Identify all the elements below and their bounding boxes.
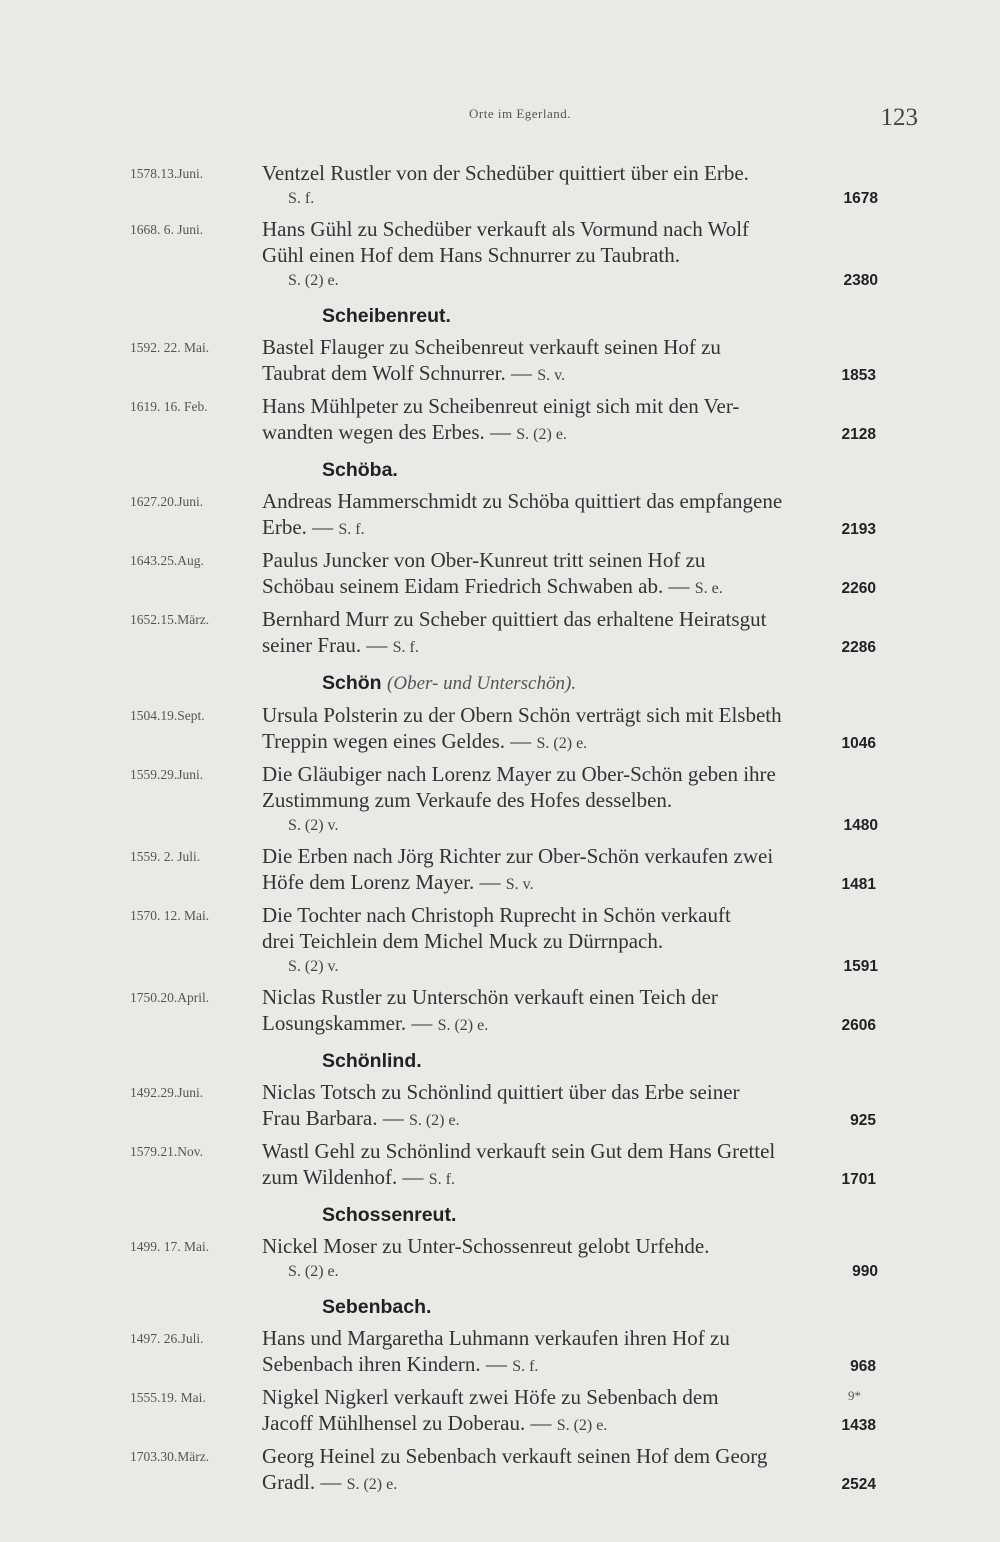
entry-ref-line bbox=[288, 954, 878, 980]
entry-number: 925 bbox=[850, 1112, 876, 1129]
entry-text-end: zum Wildenhof. — bbox=[262, 1165, 429, 1189]
entry-ref: S. (2) e. bbox=[516, 426, 567, 443]
entry-text-end: Höfe dem Lorenz Mayer. — bbox=[262, 870, 506, 894]
entry-text-line: Georg Heinel zu Sebenbach verkauft seinen Hof dem Georg bbox=[262, 1444, 768, 1468]
entry-date: 1592. 22. Mai. bbox=[130, 340, 210, 355]
entry-date: 1579.21.Nov. bbox=[130, 1144, 203, 1159]
running-title: Orte im Egerland. bbox=[469, 106, 571, 121]
entry-date: 1499. 17. Mai. bbox=[130, 1239, 210, 1254]
entry-text-end: seiner Frau. — bbox=[262, 633, 393, 657]
entry-text-line: drei Teichlein dem Michel Muck zu Dürrnpach. bbox=[262, 929, 664, 953]
entry-text-tail bbox=[262, 1351, 538, 1380]
entry-text-line: Hans Gühl zu Schedüber verkauft als Vormund nach Wolf bbox=[262, 217, 750, 241]
entry-text-line: Gühl einen Hof dem Hans Schnurrer zu Taubrath. bbox=[262, 243, 681, 267]
entry-last-line bbox=[262, 632, 876, 661]
entry-number: 968 bbox=[850, 1358, 876, 1375]
entry-number: 1678 bbox=[843, 190, 878, 207]
entry-number: 990 bbox=[852, 1263, 878, 1280]
entry-text-end: Taubrat dem Wolf Schnurrer. — bbox=[262, 361, 538, 385]
entry-text-end: Gradl. — bbox=[262, 1470, 347, 1494]
entry-number: 1701 bbox=[841, 1171, 876, 1188]
entry-last-line bbox=[262, 1410, 876, 1439]
entry-text-tail bbox=[262, 419, 567, 448]
entry-date: 1750.20.April. bbox=[130, 990, 210, 1005]
entry-date: 1497. 26.Juli. bbox=[130, 1331, 204, 1346]
entry-date: 1559. 2. Juli. bbox=[130, 849, 201, 864]
entry-text-end: Schöbau seinem Eidam Friedrich Schwaben ab. — bbox=[262, 574, 695, 598]
register-entry bbox=[0, 761, 1000, 839]
entry-ref: S. (2) e. bbox=[346, 1476, 398, 1493]
entry-text-tail bbox=[262, 869, 534, 898]
register-entry bbox=[0, 606, 1000, 661]
register-entry bbox=[0, 1233, 1000, 1285]
place-name: Schossenreut. bbox=[322, 1204, 457, 1226]
register-content bbox=[0, 160, 1000, 1502]
entry-text-tail bbox=[262, 1469, 397, 1498]
entry-text-tail bbox=[262, 514, 365, 543]
entry-ref: S. f. bbox=[338, 521, 365, 538]
entry-text-tail bbox=[262, 573, 723, 602]
entry-last-line bbox=[262, 1469, 876, 1498]
register-entry bbox=[0, 1325, 1000, 1380]
entry-number: 2286 bbox=[841, 639, 876, 656]
entry-date: 1559.29.Juni. bbox=[130, 767, 204, 782]
entry-date: 1643.25.Aug. bbox=[130, 553, 204, 568]
entry-text-line: Paulus Juncker von Ober-Kunreut tritt seinen Hof zu bbox=[262, 548, 706, 572]
entry-text-line: Nigkel Nigkerl verkauft zwei Höfe zu Sebenbach dem bbox=[262, 1385, 719, 1409]
entry-date: 1492.29.Juni. bbox=[130, 1085, 204, 1100]
place-name: Sebenbach. bbox=[322, 1296, 432, 1318]
entry-text-tail bbox=[262, 1164, 455, 1193]
entry-ref-line bbox=[288, 186, 878, 212]
entry-text-line: Ventzel Rustler von der Schedüber quittiert über ein Erbe. bbox=[262, 161, 749, 185]
entry-ref: S. (2) e. bbox=[288, 1263, 339, 1280]
entry-text-line: Hans Mühlpeter zu Scheibenreut einigt sich mit den Ver- bbox=[262, 394, 740, 418]
entry-text-tail bbox=[262, 1105, 460, 1134]
entry-ref: S. v. bbox=[537, 367, 566, 384]
entry-text-line: Bastel Flauger zu Scheibenreut verkauft seinen Hof zu bbox=[262, 335, 721, 359]
entry-date: 1703.30.März. bbox=[130, 1449, 210, 1464]
place-name: Schön bbox=[322, 672, 382, 694]
entry-number: 2606 bbox=[841, 1017, 876, 1034]
entry-ref: S. e. bbox=[694, 580, 723, 597]
entry-ref: S. (2) v. bbox=[288, 817, 339, 834]
entry-date: 1578.13.Juni. bbox=[130, 166, 204, 181]
entry-date: 1555.19. Mai. bbox=[130, 1390, 206, 1405]
entry-ref-line bbox=[288, 268, 878, 294]
entry-text-end: Losungskammer. — bbox=[262, 1011, 438, 1035]
place-name: Scheibenreut. bbox=[322, 305, 451, 327]
register-entry bbox=[0, 843, 1000, 898]
entry-date: 1619. 16. Feb. bbox=[130, 399, 208, 414]
place-heading bbox=[322, 671, 1000, 696]
entry-ref: S. v. bbox=[505, 876, 534, 893]
entry-text-end: wandten wegen des Erbes. — bbox=[262, 420, 517, 444]
place-subtitle: (Ober- und Unterschön). bbox=[387, 673, 577, 694]
entry-number: 1438 bbox=[841, 1417, 876, 1434]
entry-date: 1652.15.März. bbox=[130, 612, 210, 627]
entry-text-tail bbox=[262, 632, 419, 661]
entry-text-end: Jacoff Mühlhensel zu Doberau. — bbox=[262, 1411, 557, 1435]
entry-number: 2260 bbox=[841, 580, 876, 597]
place-heading bbox=[322, 1295, 1000, 1319]
entry-ref: S. f. bbox=[288, 190, 315, 207]
entry-ref: S. (2) e. bbox=[437, 1017, 489, 1034]
place-heading bbox=[322, 304, 1000, 328]
place-name: Schöba. bbox=[322, 459, 398, 481]
entry-gap bbox=[0, 1285, 1000, 1289]
entry-text-line: Zustimmung zum Verkaufe des Hofes desselben. bbox=[262, 788, 673, 812]
register-entry bbox=[0, 160, 1000, 212]
entry-ref: S. (2) e. bbox=[536, 735, 588, 752]
entry-text-line: Niclas Totsch zu Schönlind quittiert über das Erbe seiner bbox=[262, 1080, 740, 1104]
entry-text-tail bbox=[262, 360, 565, 389]
entry-last-line bbox=[262, 514, 876, 543]
entry-number: 1591 bbox=[843, 958, 878, 975]
register-entry bbox=[0, 393, 1000, 448]
place-name: Schönlind. bbox=[322, 1050, 422, 1072]
entry-number: 2380 bbox=[843, 272, 878, 289]
entry-text-line: Die Tochter nach Christoph Ruprecht in Schön verkauft bbox=[262, 903, 731, 927]
entry-text-line: Niclas Rustler zu Unterschön verkauft einen Teich der bbox=[262, 985, 718, 1009]
entry-ref: S. f. bbox=[512, 1358, 539, 1375]
entry-number: 2128 bbox=[841, 426, 876, 443]
entry-last-line bbox=[262, 360, 876, 389]
place-heading bbox=[322, 1203, 1000, 1227]
entry-ref-line bbox=[288, 813, 878, 839]
entry-text-line: Die Gläubiger nach Lorenz Mayer zu Ober-Schön geben ihre bbox=[262, 762, 776, 786]
place-heading bbox=[322, 458, 1000, 482]
register-entry bbox=[0, 216, 1000, 294]
register-entry bbox=[0, 984, 1000, 1039]
entry-last-line bbox=[262, 1164, 876, 1193]
entry-last-line bbox=[262, 869, 876, 898]
signature-mark: 9* bbox=[848, 1388, 861, 1403]
register-entry bbox=[0, 902, 1000, 980]
entry-text-line: Andreas Hammerschmidt zu Schöba quittiert das empfangene bbox=[262, 489, 783, 513]
entry-ref: S. (2) e. bbox=[556, 1417, 608, 1434]
entry-number: 2193 bbox=[841, 521, 876, 538]
entry-text-line: Ursula Polsterin zu der Obern Schön verträgt sich mit Elsbeth bbox=[262, 703, 782, 727]
entry-number: 1046 bbox=[841, 735, 876, 752]
register-entry bbox=[0, 334, 1000, 389]
entry-text-line: Wastl Gehl zu Schönlind verkauft sein Gut dem Hans Grettel bbox=[262, 1139, 776, 1163]
register-entry bbox=[0, 1443, 1000, 1498]
page-number: 123 bbox=[880, 104, 918, 131]
entry-date: 1504.19.Sept. bbox=[130, 708, 205, 723]
entry-number: 1481 bbox=[841, 876, 876, 893]
entry-gap bbox=[0, 1039, 1000, 1043]
entry-ref: S. (2) e. bbox=[288, 272, 339, 289]
place-heading bbox=[322, 1049, 1000, 1073]
entry-text-tail bbox=[262, 728, 587, 757]
entry-last-line bbox=[262, 419, 876, 448]
entry-last-line bbox=[262, 728, 876, 757]
entry-gap bbox=[0, 448, 1000, 452]
entry-gap bbox=[0, 661, 1000, 665]
entry-last-line bbox=[262, 1105, 876, 1134]
entry-text-tail bbox=[262, 1410, 607, 1439]
entry-date: 1570. 12. Mai. bbox=[130, 908, 210, 923]
entry-text-line: Die Erben nach Jörg Richter zur Ober-Schön verkaufen zwei bbox=[262, 844, 774, 868]
entry-number: 1480 bbox=[843, 817, 878, 834]
entry-ref: S. f. bbox=[428, 1171, 455, 1188]
entry-last-line bbox=[262, 1351, 876, 1380]
register-entry bbox=[0, 547, 1000, 602]
entry-last-line bbox=[262, 573, 876, 602]
register-entry bbox=[0, 1138, 1000, 1193]
entry-ref: S. f. bbox=[392, 639, 419, 656]
entry-text-tail bbox=[262, 1010, 488, 1039]
entry-date: 1668. 6. Juni. bbox=[130, 222, 204, 237]
entry-gap bbox=[0, 294, 1000, 298]
entry-date: 1627.20.Juni. bbox=[130, 494, 204, 509]
entry-last-line bbox=[262, 1010, 876, 1039]
entry-text-line: Hans und Margaretha Luhmann verkaufen ihren Hof zu bbox=[262, 1326, 730, 1350]
entry-text-line: Nickel Moser zu Unter-Schossenreut gelobt Urfehde. bbox=[262, 1234, 710, 1258]
entry-ref: S. (2) e. bbox=[408, 1112, 460, 1129]
entry-number: 2524 bbox=[841, 1476, 876, 1493]
register-entry bbox=[0, 1079, 1000, 1134]
entry-text-end: Erbe. — bbox=[262, 515, 339, 539]
entry-ref-line bbox=[288, 1259, 878, 1285]
entry-gap bbox=[0, 1193, 1000, 1197]
entry-text-end: Treppin wegen eines Geldes. — bbox=[262, 729, 537, 753]
entry-ref: S. (2) v. bbox=[288, 958, 339, 975]
entry-text-line: Bernhard Murr zu Scheber quittiert das erhaltene Heiratsgut bbox=[262, 607, 767, 631]
entry-gap bbox=[0, 1498, 1000, 1502]
register-entry bbox=[0, 488, 1000, 543]
register-entry bbox=[0, 702, 1000, 757]
entry-text-end: Frau Barbara. — bbox=[262, 1106, 409, 1130]
entry-number: 1853 bbox=[841, 367, 876, 384]
entry-text-end: Sebenbach ihren Kindern. — bbox=[262, 1352, 513, 1376]
